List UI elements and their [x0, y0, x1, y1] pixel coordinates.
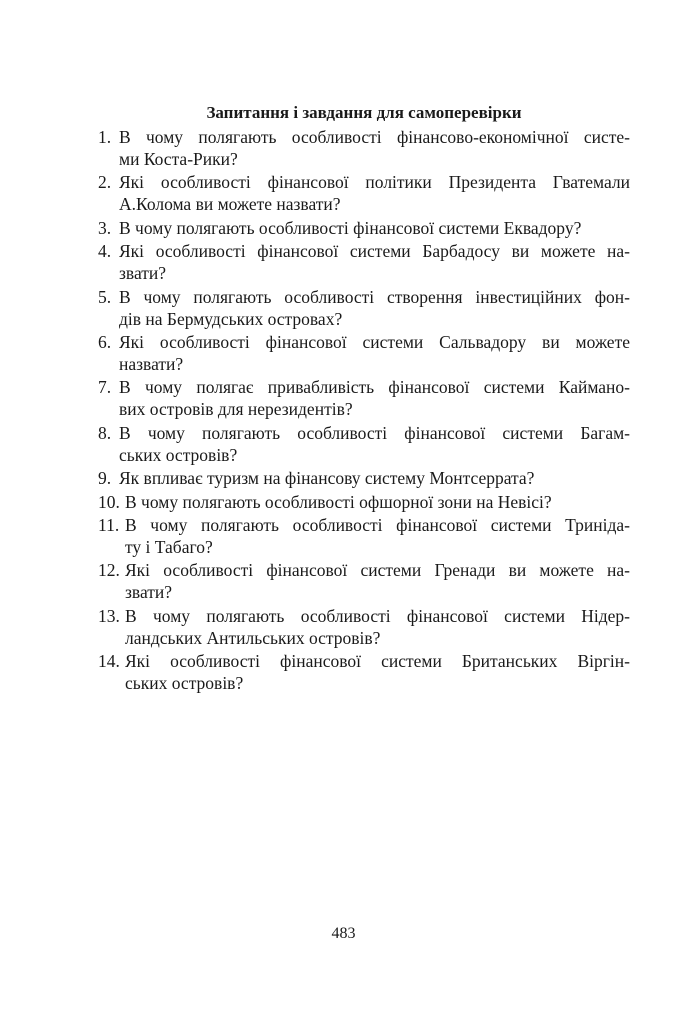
list-item [98, 171, 630, 215]
question-number: 1. [98, 127, 112, 147]
question-line: Які особливості фінансової системи Британських Віргін- [125, 651, 630, 672]
question-line: В чому полягають особливості фінансової системи Багам- [119, 422, 630, 443]
question-number: 2. [98, 172, 112, 193]
question-text [125, 605, 630, 649]
question-text [125, 514, 630, 558]
question-line: Які особливості фінансової системи Гренади ви можете на- [125, 560, 630, 581]
list-item [98, 559, 630, 603]
question-line: дів на Бермудських островах? [119, 308, 343, 329]
question-line: назвати? [119, 353, 184, 374]
list-item [98, 240, 630, 284]
question-number: 11. [98, 514, 120, 535]
question-line: А.Колома ви можете назвати? [119, 194, 341, 215]
question-text [119, 331, 630, 375]
question-text [119, 376, 630, 420]
question-line: В чому полягає привабливість фінансової системи Кайманo- [119, 377, 630, 398]
question-line: звати? [119, 263, 167, 284]
question-line: В чому полягають особливості фінансово-економічної систе- [119, 127, 630, 147]
list-item [98, 650, 630, 694]
question-line: вих островів для нерезидентів? [119, 399, 353, 420]
list-item [98, 331, 630, 375]
question-line: В чому полягають особливості фінансової системи Триніда- [125, 514, 630, 535]
question-line: ських островів? [119, 444, 238, 465]
question-number: 4. [98, 241, 112, 262]
question-line: В чому полягають особливості фінансової системи Еквадору? [119, 217, 582, 238]
question-number: 10. [98, 491, 120, 512]
question-line: звати? [125, 582, 173, 603]
question-number: 3. [98, 217, 112, 238]
question-number: 9. [98, 468, 112, 489]
question-list [98, 126, 630, 695]
list-item [98, 467, 630, 489]
question-text [119, 467, 630, 489]
question-number: 12. [98, 560, 120, 581]
question-text [125, 559, 630, 603]
list-item [98, 422, 630, 466]
list-item [98, 491, 630, 513]
question-line: ських островів? [125, 673, 244, 694]
question-number: 14. [98, 651, 120, 672]
question-number: 7. [98, 377, 112, 398]
list-item [98, 126, 630, 170]
question-text [119, 240, 630, 284]
question-line: ту і Табаго? [125, 536, 213, 557]
question-number: 5. [98, 286, 112, 307]
question-text [125, 650, 630, 694]
question-text [119, 422, 630, 466]
question-text [119, 171, 630, 215]
question-number: 6. [98, 331, 112, 352]
section-heading: Запитання і завдання для самоперевірки [206, 103, 522, 122]
list-item [98, 605, 630, 649]
question-text [119, 286, 630, 330]
list-item [98, 376, 630, 420]
question-line: ми Коста-Рики? [119, 149, 238, 169]
question-line: Які особливості фінансової системи Сальвадору ви можете [119, 331, 630, 352]
question-line: В чому полягають особливості створення інвестиційних фон- [119, 286, 630, 307]
question-line: Як впливає туризм на фінансову систему Монтсеррата? [119, 468, 535, 489]
question-text [125, 491, 630, 513]
page-number: 483 [331, 925, 356, 942]
question-text [119, 217, 630, 239]
question-line: Які особливості фінансової системи Барбадосу ви можете на- [119, 241, 630, 262]
question-line: В чому полягають особливості фінансової системи Нідер- [125, 605, 630, 626]
list-item [98, 286, 630, 330]
question-line: Які особливості фінансової політики Президента Гватемали [119, 172, 630, 193]
question-text [119, 126, 630, 170]
list-item [98, 514, 630, 558]
question-number: 13. [98, 605, 120, 626]
question-line: В чому полягають особливості офшорної зони на Невісі? [125, 491, 552, 512]
question-number: 8. [98, 422, 112, 443]
question-line: ландських Антильських островів? [125, 627, 381, 648]
list-item [98, 217, 630, 239]
